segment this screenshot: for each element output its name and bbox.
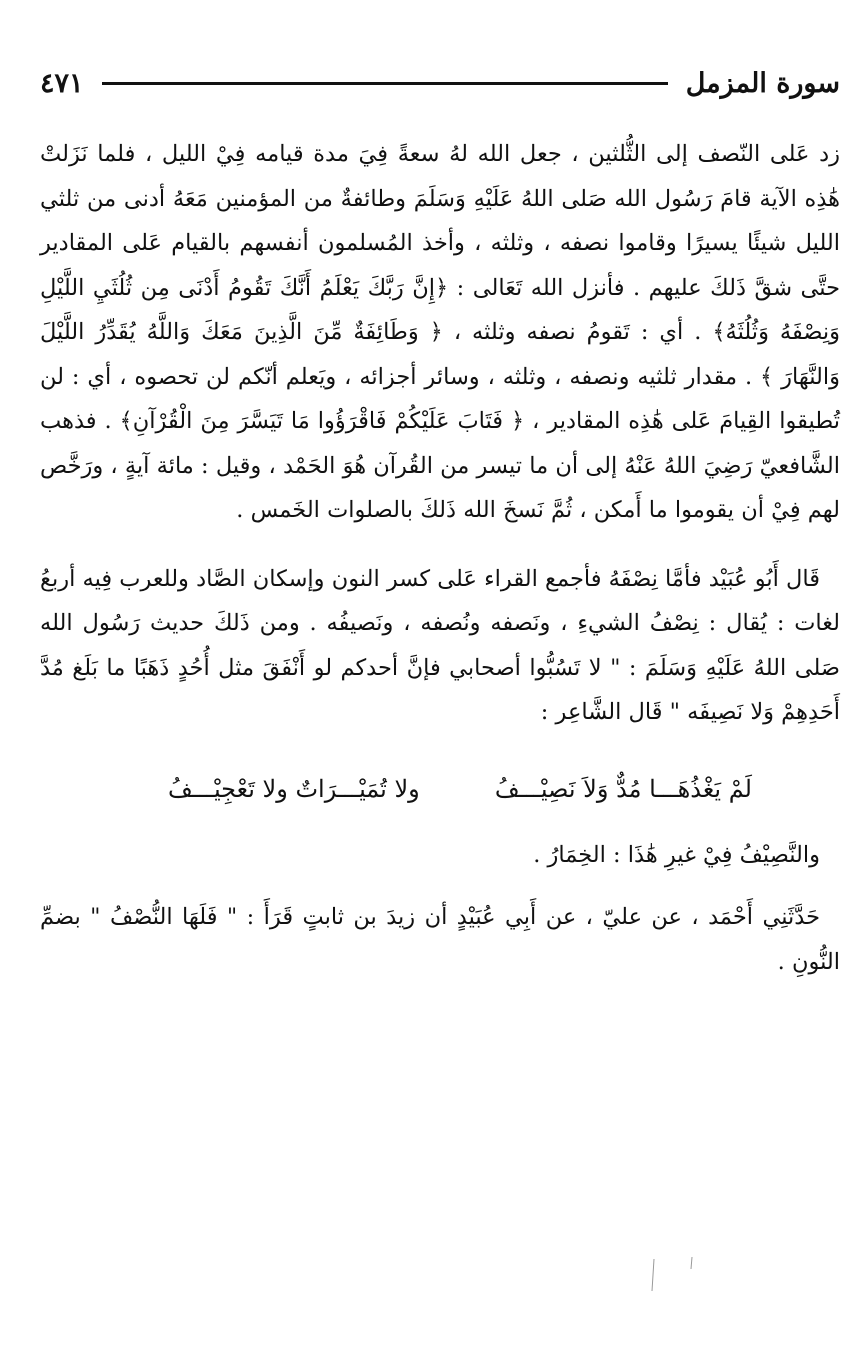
paragraph-nasif-meaning: والنَّصِيْفُ فِيْ غيرِ هَٰذَا : الخِمَارُ . [533,841,820,868]
verse-second-hemistich: ولا تُمَيْـــرَاتٌ ولا تَعْجِيْـــفُ [168,774,420,803]
scan-stray-marks [640,1255,700,1295]
verse-first-hemistich: لَمْ يَغْذُهَـــا مُدٌّ وَلاَ نَصِيْـــفُ [494,774,752,803]
page-header [40,58,840,108]
paragraph-hadith-chain: حَدَّثَنِي أَحْمَد ، عن عليّ ، عن أَبِي عُبَيْدٍ أن زيدَ بن ثابتٍ قَرَأَ : " فَلَهَا النُّصْفُ " بضمِّ النُّونِ . [40,904,840,975]
poetry-verse [168,765,752,813]
header-rule [102,82,668,85]
document-page [40,58,840,1338]
paragraph-tafsir: زد عَلى النّصف إلى الثُّلثين ، جعل الله لهُ سعةً فِيَ مدة قيامه فِيْ الليل ، فلما نَزَلتْ هَٰذِه الآية قامَ رَسُول الله صَلى اللهُ عَلَيْهِ وَسَلَمَ وطائفةٌ من المؤمنين مَعَهُ أدنى من ثلثي الليل شيئًا يسيرًا وقاموا نصفه ، وثلثه ، وأخذ المُسلمون أنفسهم بالقيام عَلى المقادير حتَّى شقَّ ذَلكَ عليهم . فأنزل الله تَعَالى : ﴿إِنَّ رَبَّكَ يَعْلَمُ أَنَّكَ تَقُومُ أَدْنَى مِن ثُلُثَيِ اللَّيْلِ وَنِصْفَهُ وَثُلُثَهُ﴾ . أي : تَقومُ نصفه وثلثه ، ﴿ وَطَائِفَةٌ مِّنَ الَّذِينَ مَعَكَ وَاللَّهُ يُقَدِّرُ اللَّيْلَ وَالنَّهَارَ ﴾ . مقدار ثلثيه ونصفه ، وثلثه ، وسائر أجزائه ، ويَعلم أنّكم لن تحصوه ، أي : لن تُطيقوا القِيامَ عَلى هَٰذِه المقادير ، ﴿ فَتَابَ عَلَيْكُمْ فَاقْرَؤُوا مَا تَيَسَّرَ مِنَ الْقُرْآنِ﴾ . فذهب الشَّافعيّ رَضِيَ اللهُ عَنْهُ إلى أن ما تيسر من القُرآن هُوَ الحَمْد ، وقيل : مائة آيةٍ ، ورَخَّص لهم فِيْ أن يقوموا ما أَمكن ، ثُمَّ نَسخَ الله ذَلكَ بالصلوات الخَمس . [40,141,840,523]
surah-title: سورة المزمل [685,67,840,99]
page-number: ٤٧١ [40,67,84,99]
paragraph-abu-ubayd: قَال أَبُو عُبَيْد فأمَّا نِصْفَهُ فأجمع القراء عَلى كسر النون وإسكان الصَّاد وللعرب فِيه أربعُ لغات : يُقال : نِصْفُ الشيءِ ، ونَصفه ونُصفه ، ونَصيفُه . ومن ذَلكَ حديث رَسُول الله صَلى اللهُ عَلَيْهِ وَسَلَمَ : " لا تَسُبُّوا أصحابي فإنَّ أحدكم لو أَنْفَقَ مثل أُحُدٍ ذَهَبًا ما بَلَغ مُدَّ أَحَدِهِمْ وَلا نَصِيفَه " قَال الشَّاعِر : [40,565,840,725]
